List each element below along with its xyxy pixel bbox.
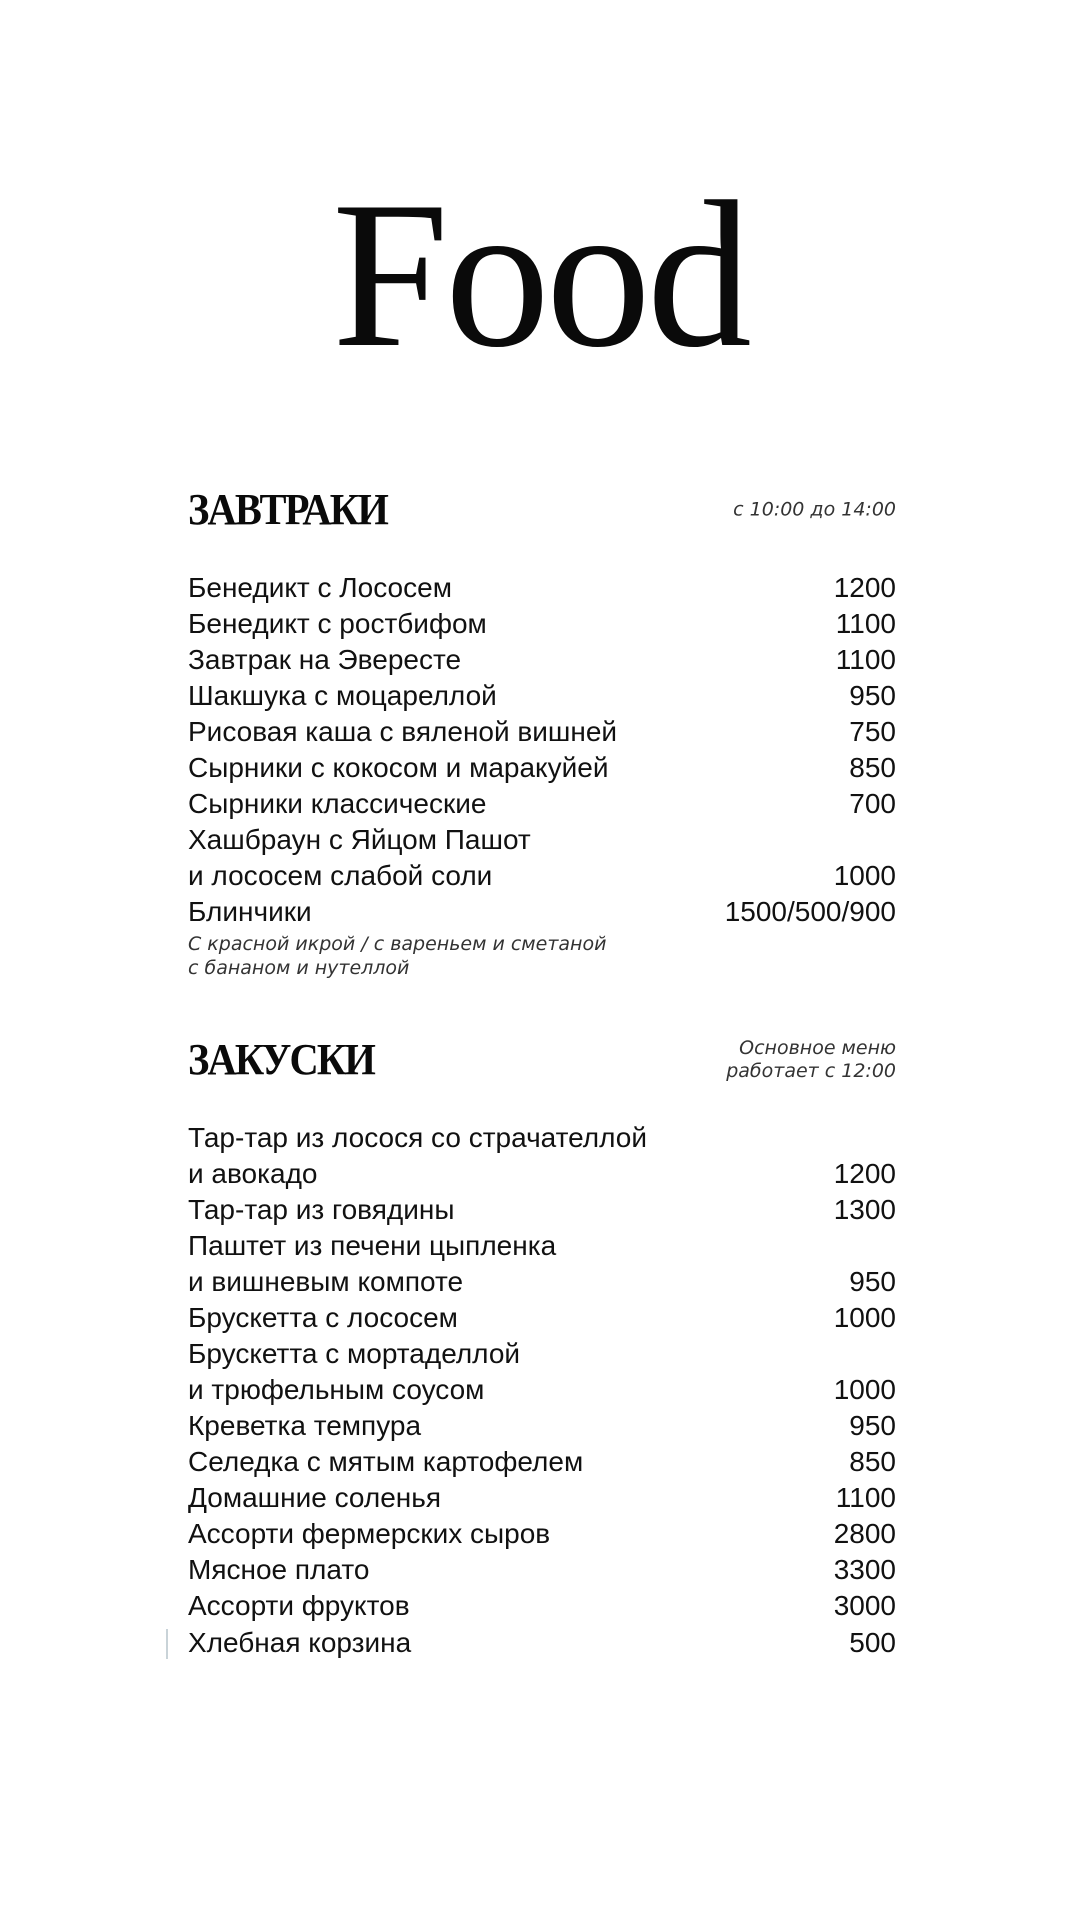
section-title: ЗАКУСКИ — [188, 1035, 375, 1084]
menu-item-name: Тар-тар из лосося со страчателлой и авокадо — [188, 1122, 647, 1189]
menu-item-price: 1000 — [833, 1374, 896, 1405]
section-header — [188, 480, 896, 540]
menu-item — [188, 1408, 896, 1444]
menu-item-name: Бенедикт с Лососем — [188, 572, 452, 603]
menu-item — [188, 1192, 896, 1228]
menu-item-name: Брускетта с лососем — [188, 1302, 458, 1333]
menu-item-price: 1000 — [833, 1302, 896, 1333]
menu-item-row — [188, 1516, 896, 1552]
menu-item-price: 1100 — [835, 1482, 896, 1513]
menu-item-price: 500 — [849, 1627, 896, 1658]
menu-item-name: Селедка с мятым картофелем — [188, 1446, 584, 1477]
menu-item-price: 850 — [849, 752, 896, 783]
menu-item-row — [188, 894, 896, 930]
menu-item-price: 950 — [849, 1266, 896, 1297]
menu-item — [188, 822, 896, 894]
menu-item — [188, 894, 896, 980]
menu-item-row — [188, 750, 896, 786]
section-breakfast — [188, 480, 896, 980]
menu-item-row — [188, 1408, 896, 1444]
menu-item — [188, 1625, 896, 1661]
menu-item-name: Паштет из печени цыпленка и вишневым компоте — [188, 1230, 557, 1297]
menu-item — [188, 1120, 896, 1192]
menu-item-row — [188, 1300, 896, 1336]
menu-item-name: Мясное плато — [188, 1554, 370, 1585]
menu-item-name: Шакшука с моцареллой — [188, 680, 497, 711]
menu-item-name: Блинчики — [188, 896, 312, 927]
menu-item-row — [188, 1625, 896, 1661]
menu-item-name: Брускетта с мортаделлой и трюфельным соусом — [188, 1338, 521, 1405]
menu-item — [188, 714, 896, 750]
page-title: Food — [332, 159, 748, 391]
menu-item-row — [188, 1228, 896, 1300]
menu-item-price: 850 — [849, 1446, 896, 1477]
menu-item — [188, 750, 896, 786]
menu-item-row — [188, 714, 896, 750]
menu-item-row — [188, 678, 896, 714]
menu-item-price: 750 — [849, 716, 896, 747]
section-snacks — [188, 1030, 896, 1624]
menu-item-name: Ассорти фруктов — [188, 1590, 410, 1621]
menu-item-row — [188, 570, 896, 606]
menu-item-row — [188, 1336, 896, 1408]
menu-item-name: Рисовая каша с вяленой вишней — [188, 716, 618, 747]
menu-item-name: Ассорти фермерских сыров — [188, 1518, 551, 1549]
section-hours-note: Основное меню работает с 12:00 — [726, 1037, 896, 1082]
menu-item-name: Сырники классические — [188, 788, 487, 819]
menu-list — [188, 1625, 896, 1661]
menu-item-price: 950 — [849, 680, 896, 711]
menu-item-row — [188, 822, 896, 894]
menu-item-row — [188, 1588, 896, 1624]
menu-item — [188, 786, 896, 822]
menu-item — [188, 1300, 896, 1336]
menu-item-price: 1500/500/900 — [724, 896, 896, 927]
menu-item — [188, 570, 896, 606]
menu-item — [188, 1480, 896, 1516]
menu-item-name: Завтрак на Эвересте — [188, 644, 462, 675]
menu-item-row — [188, 1444, 896, 1480]
menu-item-name: Бенедикт с ростбифом — [188, 608, 487, 639]
menu-item-price: 1200 — [833, 1158, 896, 1189]
menu-item-name: Хашбраун с Яйцом Пашот и лососем слабой соли — [188, 824, 531, 891]
menu-item-price: 2800 — [833, 1518, 896, 1549]
menu-item-price: 1000 — [833, 860, 896, 891]
menu-item — [188, 1336, 896, 1408]
menu-item — [188, 1588, 896, 1624]
menu-item-row — [188, 1480, 896, 1516]
menu-item — [188, 1552, 896, 1588]
menu-list — [188, 570, 896, 980]
menu-item — [188, 642, 896, 678]
menu-item — [188, 606, 896, 642]
menu-item-row — [188, 642, 896, 678]
menu-item-name: Домашние соленья — [188, 1482, 441, 1513]
menu-item-name: Тар-тар из говядины — [188, 1194, 455, 1225]
menu-item — [188, 678, 896, 714]
menu-item-price: 3300 — [833, 1554, 896, 1585]
menu-list — [188, 1120, 896, 1624]
section-header — [188, 1030, 896, 1090]
section-hours-note: с 10:00 до 14:00 — [733, 498, 896, 521]
text-cursor — [166, 1629, 168, 1659]
menu-item-price: 1100 — [835, 608, 896, 639]
menu-item-description: С красной икрой / с вареньем и сметаной с бананом и нутеллой — [188, 933, 607, 979]
menu-item — [188, 1228, 896, 1300]
menu-item-price: 1100 — [835, 644, 896, 675]
menu-item-name: Хлебная корзина — [188, 1627, 412, 1658]
menu-item-price: 1300 — [833, 1194, 896, 1225]
menu-item — [188, 1516, 896, 1552]
menu-item-name: Сырники с кокосом и маракуйей — [188, 752, 609, 783]
section-extra — [188, 1625, 896, 1661]
menu-item — [188, 1444, 896, 1480]
menu-item-row — [188, 1120, 896, 1192]
menu-item-row — [188, 1192, 896, 1228]
menu-item-name: Креветка темпура — [188, 1410, 422, 1441]
menu-item-price: 3000 — [833, 1590, 896, 1621]
section-title: ЗАВТРАКИ — [188, 485, 387, 534]
menu-item-price: 1200 — [833, 572, 896, 603]
menu-item-row — [188, 1552, 896, 1588]
menu-item-row — [188, 786, 896, 822]
menu-item-price: 700 — [849, 788, 896, 819]
menu-item-price: 950 — [849, 1410, 896, 1441]
menu-item-row — [188, 606, 896, 642]
